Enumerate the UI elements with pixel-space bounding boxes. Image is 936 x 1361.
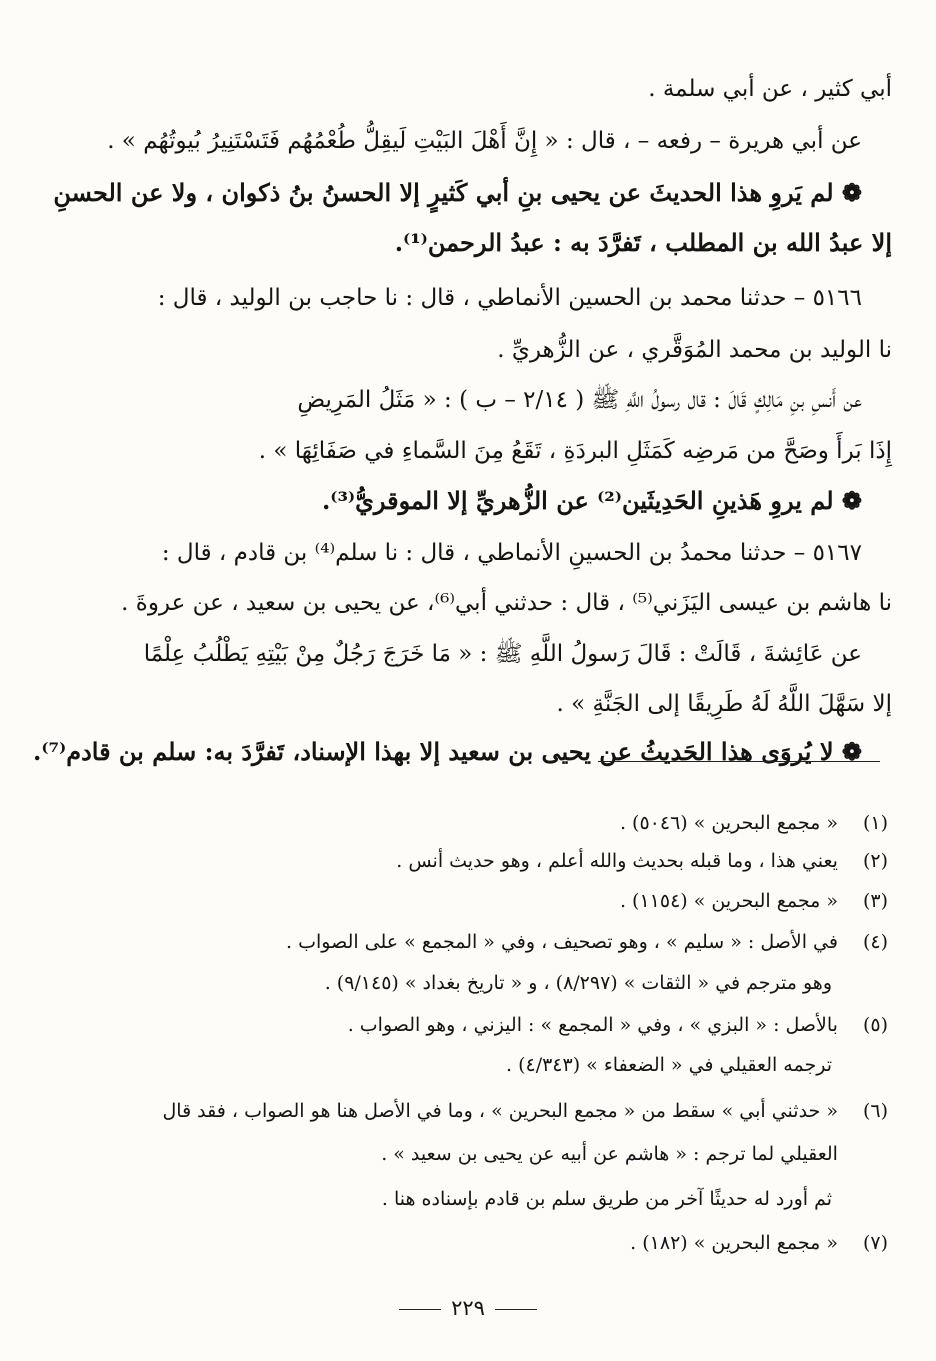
footnote-number: (٦) (862, 1100, 888, 1122)
footnote (48, 927, 888, 957)
comment-line: ❁ لم يَروِ هذا الحديثَ عن يحيى بنِ أبي كَثيرٍ إلا الحسنُ بنُ ذكوان ، ولا عن الحسنِ (53, 178, 862, 207)
footnote-continuation: ترجمه العقيلي في « الضعفاء » (٤/٣٤٣) . (506, 1054, 832, 1076)
comment-line: ❁ لم يروِ هَذينِ الحَدِيثَين⁽²⁾ عن الزُّهريِّ إلا الموقريُّ⁽³⁾. (321, 486, 862, 515)
footnote-text: في الأصل : « سليم » ، وهو تصحيف ، وفي « المجمع » على الصواب . (286, 931, 838, 953)
footnote (48, 846, 888, 876)
footnote-number: (٢) (862, 850, 888, 872)
text-line: عن أبي هريرة – رفعه – ، قال : « إِنَّ أَهْلَ البَيْتِ لَيقِلُّ طُعْمُهُم فَتَسْتَنِيرُ بُيوتُهُم » . (107, 128, 862, 154)
page-number (0, 1293, 936, 1323)
footnote-continuation: ثم أورد له حديثًا آخر من طريق سلم بن قادم بإسناده هنا . (381, 1188, 832, 1210)
footnote-number: (١) (862, 812, 888, 834)
footnote-continuation: وهو مترجم في « الثقات » (٨/٢٩٧) ، و « تاريخ بغداد » (٩/١٤٥) . (324, 972, 832, 994)
footnote-number: (٧) (862, 1232, 888, 1254)
footnote-text: « مجمع البحرين » (١١٥٤) . (619, 890, 838, 912)
dash-right (399, 1309, 441, 1310)
page-number-text: ٢٢٩ (451, 1296, 485, 1320)
dash-left (495, 1309, 537, 1310)
footnote-separator (598, 761, 880, 762)
footnote-text: يعني هذا ، وما قبله بحديث والله أعلم ، وهو حديث أنس . (396, 850, 838, 872)
footnote-continuation (48, 1139, 888, 1169)
footnote-text: « حدثني أبي » سقط من « مجمع البحرين » ، وما في الأصل هنا هو الصواب ، فقد قال (162, 1100, 838, 1122)
text-line: نا الوليد بن محمد المُوَقَّري ، عن الزُّهريِّ . (497, 337, 892, 363)
comment-line: إلا عبدُ الله بن المطلب ، تَفرَّدَ به : عبدُ الرحمن⁽¹⁾. (394, 228, 892, 257)
footnote-text: « مجمع البحرين » (٥٠٤٦) . (619, 812, 838, 834)
footnote-number: (٥) (862, 1014, 888, 1036)
text-line: نا هاشم بن عيسى اليَزَني⁽⁵⁾ ، قال : حدثني أبي⁽⁶⁾، عن يحيى بن سعيد ، عن عروةَ . (121, 590, 892, 616)
text-line: إِذَا بَرأَ وصَحَّ من مَرضِه كَمَثَلِ البردَةِ ، تَقَعُ مِنَ السَّماءِ في صَفَائِهَا » . (258, 438, 892, 464)
footnote (48, 1228, 888, 1258)
footnote-number: (٤) (862, 931, 888, 953)
footnote-text: العقيلي لما ترجم : « هاشم عن أبيه عن يحيى بن سعيد » . (381, 1143, 838, 1165)
footnote-text: بالأصل : « البزي » ، وفي « المجمع » : اليزني ، وهو الصواب . (347, 1014, 838, 1036)
text-line: عن عَائِشةَ ، قَالَتْ : قَالَ رَسولُ اللَّهِ ﷺ : « مَا خَرَجَ رَجُلٌ مِنْ بَيْتِهِ يَطْلُبُ عِلْمًا (143, 641, 862, 667)
footnote-number: (٣) (862, 890, 888, 912)
hadith-heading: ٥١٦٧ – حدثنا محمدُ بن الحسينِ الأنماطي ، قال : نا سلم⁽⁴⁾ بن قادم ، قال : (161, 540, 862, 566)
text-line: أبي كثير ، عن أبي سلمة . (648, 76, 892, 102)
footnote (48, 1096, 888, 1126)
text-line: عن أَنسِ بنِ مَالِكٍ قَالَ : قال رسولُ اللَّهِ ﷺ ( ٢/١٤ – ب ) : « مَثَلُ المَرِيضِ (297, 387, 862, 413)
footnote (48, 808, 888, 838)
footnote-text: « مجمع البحرين » (١٨٢) . (630, 1232, 838, 1254)
comment-line: ❁ لا يُروَى هذا الحَديثُ عن يحيى بن سعيد إلا بهذا الإسناد، تَفرَّدَ به: سلم بن قادم⁽⁷⁾. (33, 737, 862, 766)
hadith-heading: ٥١٦٦ – حدثنا محمد بن الحسين الأنماطي ، قال : نا حاجب بن الوليد ، قال : (157, 285, 862, 311)
text-line: إلا سَهَّلَ اللَّهُ لَهُ طَرِيقًا إلى الجَنَّةِ » . (556, 691, 892, 717)
footnote (48, 886, 888, 916)
footnote (48, 1010, 888, 1040)
